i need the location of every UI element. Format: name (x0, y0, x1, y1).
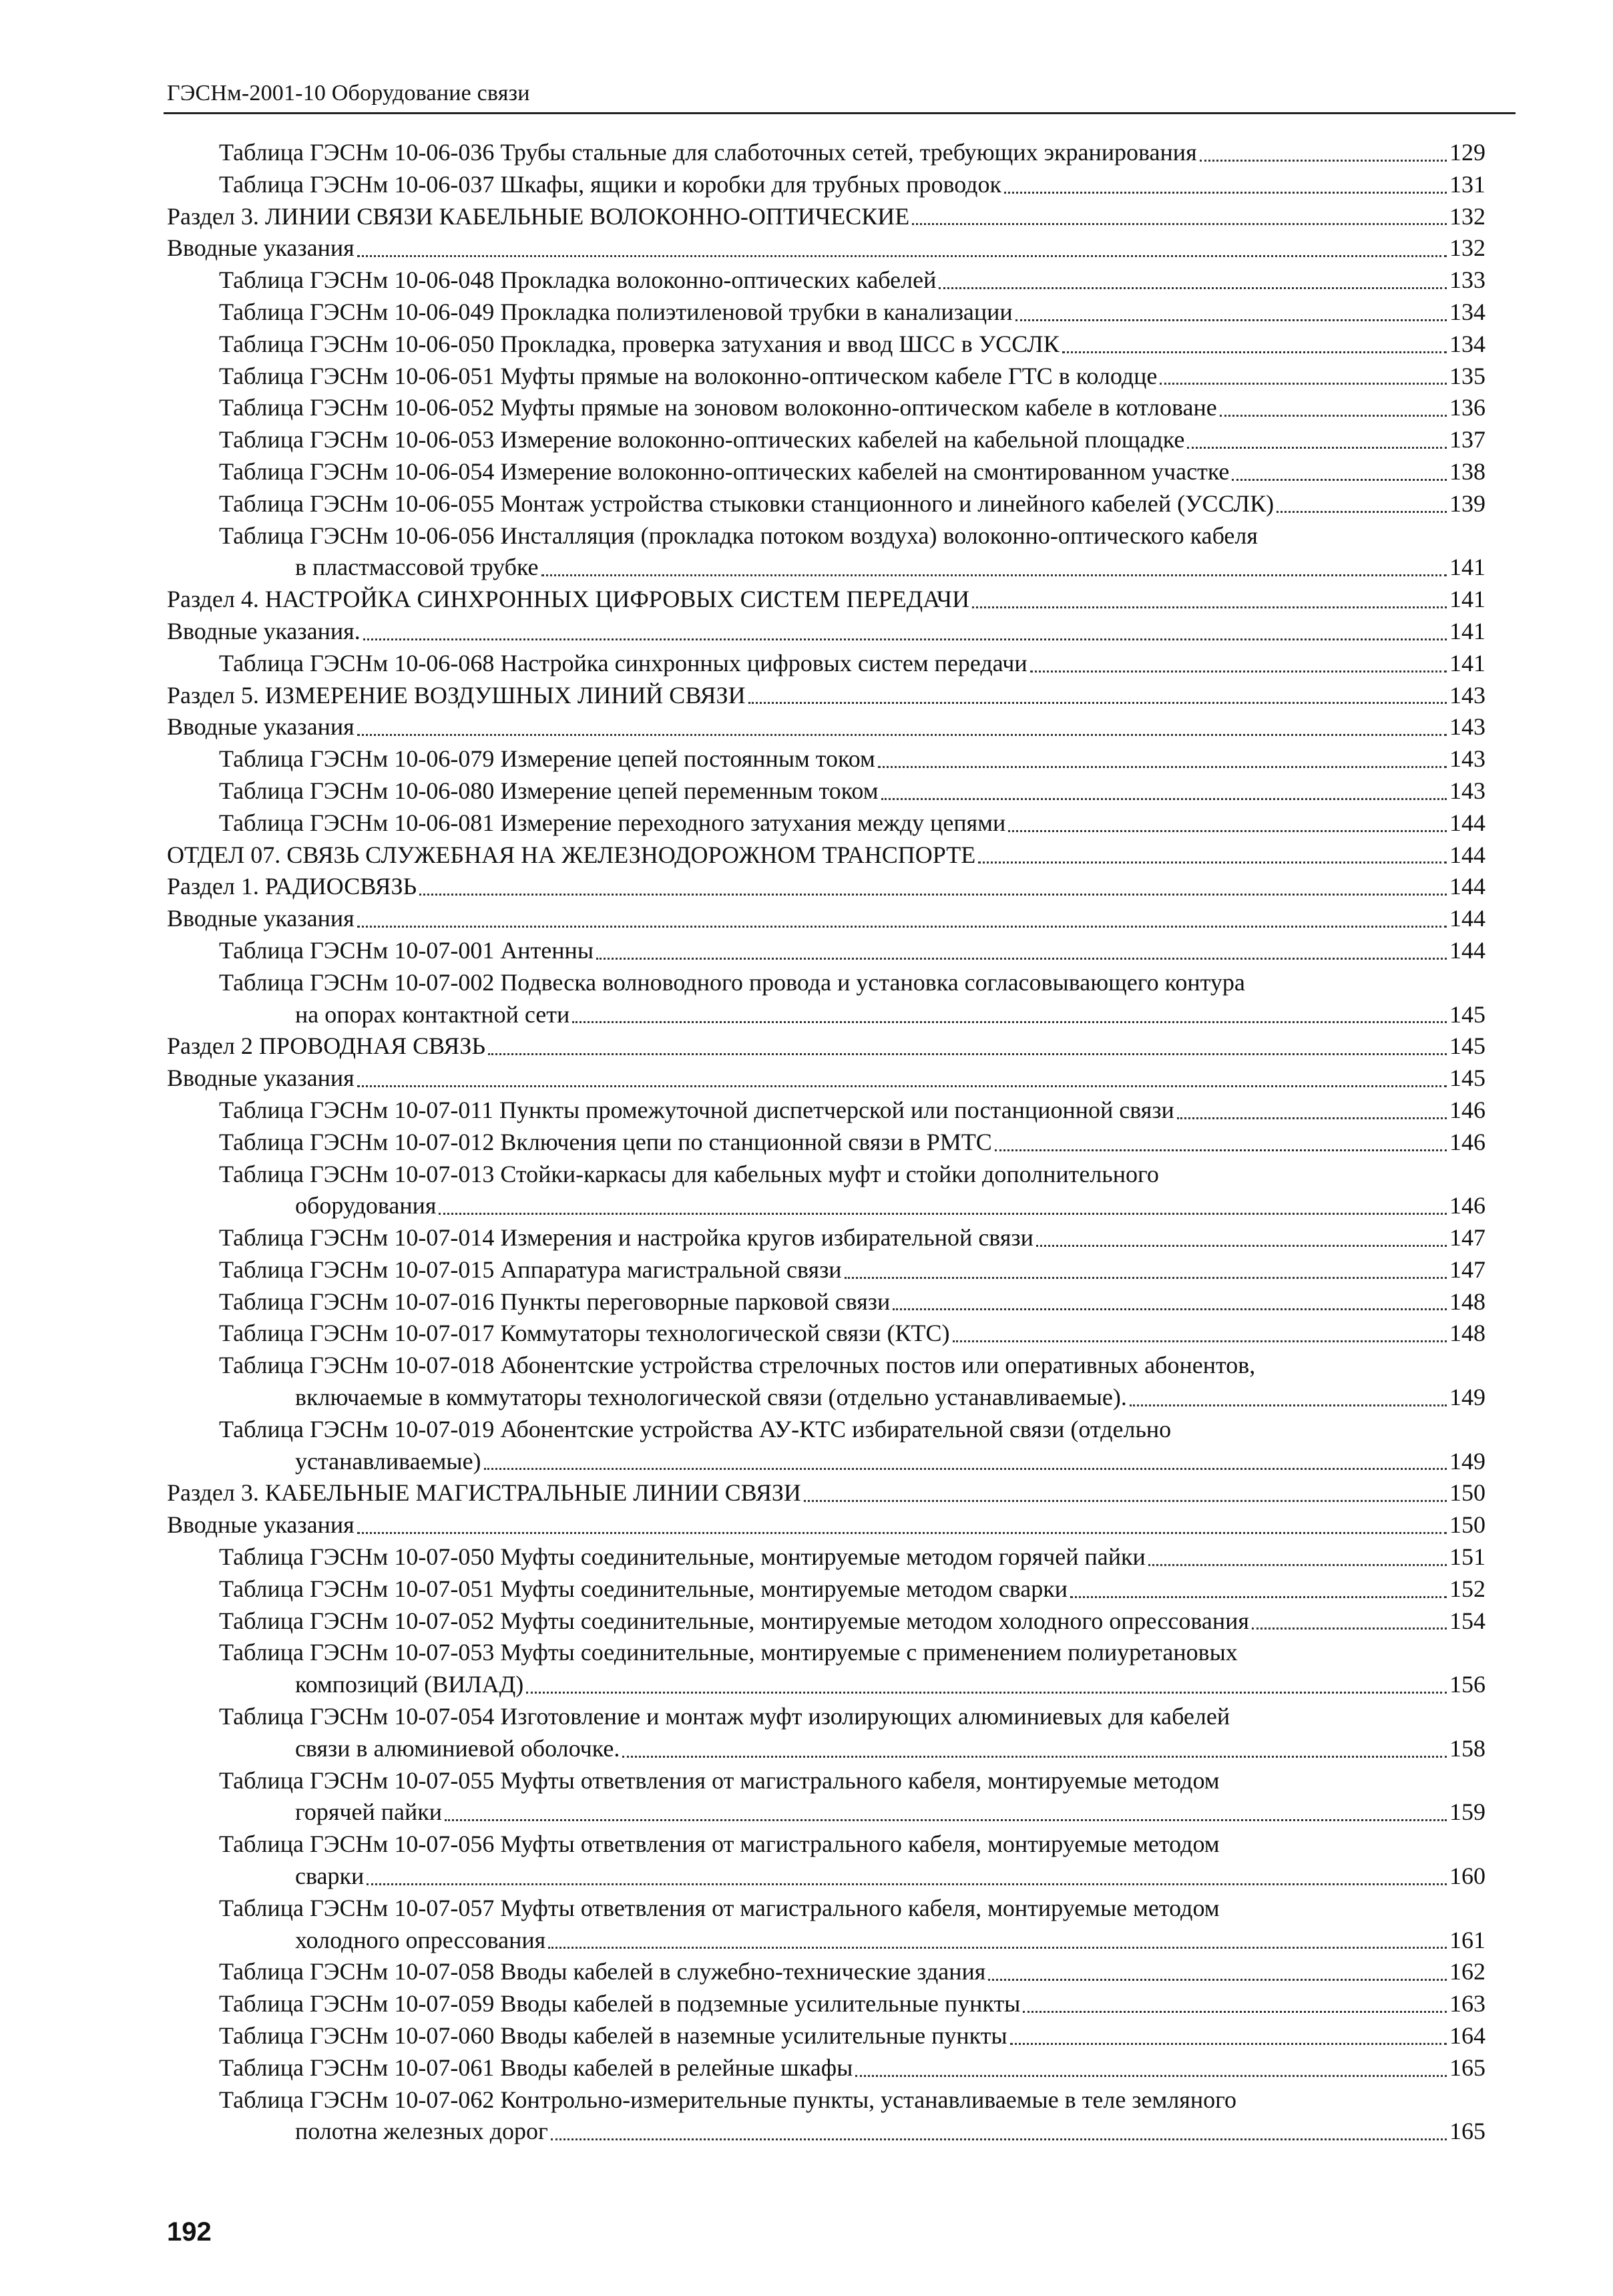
toc-entry-page: 144 (1449, 905, 1485, 932)
toc-entry-label: Раздел 3. КАБЕЛЬНЫЕ МАГИСТРАЛЬНЫЕ ЛИНИИ СВЯЗИ (167, 1479, 801, 1507)
toc-entry-label: Раздел 3. ЛИНИИ СВЯЗИ КАБЕЛЬНЫЕ ВОЛОКОННО-ОПТИЧЕСКИЕ (167, 202, 910, 230)
dot-leader (1015, 319, 1447, 321)
toc-entry-page: 144 (1449, 841, 1485, 868)
toc-entry-label: Таблица ГЭСНм 10-06-079 Измерение цепей постоянным током (219, 745, 875, 773)
toc-entry-page: 156 (1449, 1671, 1485, 1698)
toc-entry (167, 1988, 1485, 2020)
toc-entry-page: 151 (1449, 1543, 1485, 1571)
dot-leader (357, 1085, 1447, 1087)
toc-entry-page: 141 (1449, 554, 1485, 581)
dot-leader (357, 926, 1447, 928)
toc-entry (167, 2052, 1485, 2084)
toc-entry-page: 161 (1449, 1926, 1485, 1953)
toc-entry-page: 163 (1449, 1990, 1485, 2018)
toc-entry-page: 137 (1449, 426, 1485, 453)
toc-entry (167, 361, 1485, 393)
toc-entry-page: 162 (1449, 1958, 1485, 1985)
toc-entry-page: 146 (1449, 1096, 1485, 1123)
toc-entry (167, 552, 1485, 584)
toc-entry-label: Таблица ГЭСНм 10-06-036 Трубы стальные для слаботочных сетей, требующих экранирования (219, 139, 1197, 166)
toc-entry-label: Таблица ГЭСНм 10-06-052 Муфты прямые на зоновом волоконно-оптическом кабеле в котловане (219, 394, 1217, 421)
dot-leader (1148, 1564, 1447, 1566)
toc-entry-page: 150 (1449, 1511, 1485, 1539)
dot-leader (367, 1883, 1447, 1885)
toc-entry (167, 775, 1485, 807)
toc-entry-label: Раздел 5. ИЗМЕРЕНИЕ ВОЗДУШНЫХ ЛИНИЙ СВЯЗИ (167, 681, 746, 709)
toc-entry-page: 141 (1449, 586, 1485, 613)
toc-entry-page: 134 (1449, 330, 1485, 357)
toc-entry-label: Вводные указания (167, 1065, 355, 1092)
dot-leader (748, 702, 1447, 704)
toc-entry (167, 424, 1485, 456)
toc-entry-page: 143 (1449, 713, 1485, 741)
toc-entry (167, 1190, 1485, 1222)
toc-entry-label: Таблица ГЭСНм 10-06-068 Настройка синхронных цифровых систем передачи (219, 649, 1027, 677)
toc-entry-label: Таблица ГЭСНм 10-07-011 Пункты промежуточной диспетчерской или постанционной связи (219, 1096, 1174, 1123)
dot-leader (939, 287, 1447, 289)
toc-entry-page: 149 (1449, 1447, 1485, 1475)
toc-entry-label: Вводные указания (167, 713, 355, 741)
toc-entry-label: на опорах контактной сети (295, 1000, 570, 1028)
toc-entry (167, 2084, 1485, 2116)
toc-entry (167, 616, 1485, 648)
toc-entry-label: Раздел 2 ПРОВОДНАЯ СВЯЗЬ (167, 1032, 486, 1060)
dot-leader (855, 2075, 1447, 2077)
toc-entry (167, 1861, 1485, 1893)
toc-entry-label: Таблица ГЭСНм 10-07-059 Вводы кабелей в подземные усилительные пункты (219, 1990, 1021, 2018)
toc-entry-label: горячей пайки (295, 1798, 443, 1826)
toc-entry (167, 839, 1485, 872)
toc-entry-label: Таблица ГЭСНм 10-07-014 Измерения и настройка кругов избирательной связи (219, 1224, 1033, 1252)
toc-entry-label: Таблица ГЭСНм 10-07-052 Муфты соединительные, монтируемые методом холодного опрессования (219, 1607, 1249, 1634)
toc-entry (167, 1286, 1485, 1318)
toc-entry (167, 1063, 1485, 1095)
dot-leader (1232, 479, 1447, 481)
toc-entry (167, 232, 1485, 264)
toc-entry-label: Таблица ГЭСНм 10-07-050 Муфты соединительные, монтируемые методом горячей пайки (219, 1543, 1146, 1571)
dot-leader (622, 1756, 1447, 1758)
toc-entry (167, 1222, 1485, 1254)
dot-leader (953, 1340, 1447, 1342)
toc-entry-label: устанавливаемые) (295, 1447, 481, 1475)
dot-leader (988, 1979, 1447, 1981)
toc-entry-page: 141 (1449, 649, 1485, 677)
toc-entry (167, 1925, 1485, 1957)
toc-entry (167, 1765, 1485, 1797)
toc-entry-label: Таблица ГЭСНм 10-06-049 Прокладка полиэтиленовой трубки в канализации (219, 298, 1013, 325)
toc-entry-page: 152 (1449, 1575, 1485, 1602)
toc-entry (167, 807, 1485, 839)
toc-entry-label: Таблица ГЭСНм 10-07-060 Вводы кабелей в наземные усилительные пункты (219, 2022, 1007, 2050)
toc-entry (167, 999, 1485, 1031)
toc-entry-label: Таблица ГЭСНм 10-07-056 Муфты ответвления от магистрального кабеля, монтируемые методом (219, 1831, 1220, 1858)
toc-entry-page: 133 (1449, 266, 1485, 294)
toc-entry-page: 146 (1449, 1128, 1485, 1155)
toc-entry-label: Таблица ГЭСНм 10-07-053 Муфты соединительные, монтируемые с применением полиуретановых (219, 1639, 1238, 1666)
dot-leader (572, 1021, 1447, 1023)
dot-leader (596, 958, 1447, 960)
toc-entry-label: Раздел 1. РАДИОСВЯЗЬ (167, 873, 417, 900)
toc-entry-label: Таблица ГЭСНм 10-07-001 Антенны (219, 936, 594, 964)
toc-entry (167, 201, 1485, 233)
toc-entry (167, 392, 1485, 424)
toc-entry (167, 1573, 1485, 1605)
toc-entry (167, 297, 1485, 329)
dot-leader (881, 798, 1447, 800)
toc-entry-page: 136 (1449, 394, 1485, 421)
toc-entry-label: Таблица ГЭСНм 10-06-055 Монтаж устройства стыковки станционного и линейного кабелей (УССЛК) (219, 490, 1275, 517)
toc-entry-page: 154 (1449, 1607, 1485, 1634)
toc-entry-label: Таблица ГЭСНм 10-06-081 Измерение переходного затухания между цепями (219, 809, 1006, 836)
dot-leader (357, 1532, 1447, 1534)
toc-entry-page: 129 (1449, 139, 1485, 166)
dot-leader (1220, 415, 1447, 417)
dot-leader (995, 1149, 1447, 1151)
toc-entry (167, 1254, 1485, 1286)
toc-entry-page: 149 (1449, 1384, 1485, 1411)
toc-entry-page: 138 (1449, 457, 1485, 485)
toc-entry (167, 1956, 1485, 1988)
toc-entry-label: ОТДЕЛ 07. СВЯЗЬ СЛУЖЕБНАЯ НА ЖЕЛЕЗНОДОРОЖНОМ ТРАНСПОРТЕ (167, 841, 976, 868)
toc-entry (167, 1414, 1485, 1446)
dot-leader (845, 1277, 1447, 1279)
toc-entry-label: Таблица ГЭСНм 10-07-012 Включения цепи по станционной связи в РМТС (219, 1128, 992, 1155)
running-header: ГЭСНм-2001-10 Оборудование связи (167, 81, 530, 106)
toc-entry (167, 903, 1485, 935)
toc-entry (167, 1030, 1485, 1063)
dot-leader (526, 1692, 1447, 1694)
toc-entry-label: композиций (ВИЛАД) (295, 1671, 524, 1698)
toc-entry (167, 2020, 1485, 2052)
toc-entry-page: 146 (1449, 1192, 1485, 1219)
dot-leader (1277, 511, 1447, 513)
toc-entry-label: Таблица ГЭСНм 10-07-061 Вводы кабелей в релейные шкафы (219, 2054, 853, 2081)
toc-entry-label: Таблица ГЭСНм 10-07-017 Коммутаторы технологической связи (КТС) (219, 1320, 950, 1347)
toc-entry-page: 144 (1449, 873, 1485, 900)
dot-leader (978, 862, 1447, 864)
dot-leader (484, 1468, 1447, 1470)
toc-entry (167, 1477, 1485, 1509)
toc-entry (167, 329, 1485, 361)
table-of-contents (167, 137, 1485, 2148)
toc-entry-label: Таблица ГЭСНм 10-06-056 Инсталляция (прокладка потоком воздуха) волоконно-оптического кабеля (219, 522, 1258, 549)
dot-leader (419, 894, 1447, 896)
dot-leader (912, 223, 1447, 225)
dot-leader (488, 1053, 1447, 1055)
toc-entry-page: 135 (1449, 362, 1485, 389)
toc-entry-label: Таблица ГЭСНм 10-06-037 Шкафы, ящики и коробки для трубных проводок (219, 170, 1001, 198)
toc-entry-page: 147 (1449, 1224, 1485, 1252)
dot-leader (357, 734, 1447, 736)
dot-leader (1160, 383, 1447, 385)
toc-entry (167, 1637, 1485, 1669)
toc-entry-label: холодного опрессования (295, 1926, 546, 1953)
toc-entry-page: 148 (1449, 1320, 1485, 1347)
toc-entry-page: 131 (1449, 170, 1485, 198)
toc-entry-page: 143 (1449, 777, 1485, 804)
toc-entry (167, 1127, 1485, 1159)
toc-entry-page: 132 (1449, 234, 1485, 262)
dot-leader (1010, 2043, 1447, 2045)
toc-entry-label: Таблица ГЭСНм 10-07-013 Стойки-каркасы для кабельных муфт и стойки дополнительного (219, 1160, 1159, 1187)
toc-entry-label: Таблица ГЭСНм 10-06-051 Муфты прямые на волоконно-оптическом кабеле ГТС в колодце (219, 362, 1158, 389)
toc-entry-page: 147 (1449, 1256, 1485, 1283)
toc-entry-page: 148 (1449, 1288, 1485, 1315)
toc-entry (167, 1541, 1485, 1573)
toc-entry-label: сварки (295, 1863, 365, 1890)
toc-entry-label: Таблица ГЭСНм 10-06-048 Прокладка волоконно-оптических кабелей (219, 266, 937, 294)
toc-entry-label: Таблица ГЭСНм 10-06-053 Измерение волоконно-оптических кабелей на кабельной площадке (219, 426, 1185, 453)
toc-entry (167, 648, 1485, 680)
toc-entry-label: Таблица ГЭСНм 10-07-019 Абонентские устройства АУ-КТС избирательной связи (отдельно (219, 1415, 1172, 1443)
dot-leader (893, 1308, 1447, 1310)
toc-entry-label: Раздел 4. НАСТРОЙКА СИНХРОННЫХ ЦИФРОВЫХ СИСТЕМ ПЕРЕДАЧИ (167, 586, 970, 613)
toc-entry (167, 488, 1485, 520)
toc-entry (167, 1382, 1485, 1414)
toc-entry-label: Таблица ГЭСНм 10-06-080 Измерение цепей переменным током (219, 777, 879, 804)
toc-entry (167, 1446, 1485, 1478)
toc-entry (167, 935, 1485, 967)
dot-leader (1130, 1404, 1447, 1406)
toc-entry-label: Вводные указания (167, 234, 355, 262)
toc-entry-label: Таблица ГЭСНм 10-07-002 Подвеска волноводного провода и установка согласовывающего контура (219, 968, 1245, 996)
toc-entry (167, 711, 1485, 743)
toc-entry-page: 159 (1449, 1798, 1485, 1826)
dot-leader (804, 1500, 1447, 1502)
toc-entry (167, 1159, 1485, 1191)
header-divider (164, 112, 1516, 114)
toc-entry (167, 1796, 1485, 1829)
dot-leader (445, 1819, 1447, 1821)
dot-leader (357, 255, 1447, 257)
dot-leader (548, 1947, 1447, 1949)
dot-leader (1252, 1628, 1447, 1630)
toc-entry-page: 150 (1449, 1479, 1485, 1507)
toc-entry-page: 144 (1449, 936, 1485, 964)
toc-entry (167, 456, 1485, 488)
toc-entry (167, 1829, 1485, 1861)
toc-entry (167, 1509, 1485, 1541)
toc-entry-page: 165 (1449, 2054, 1485, 2081)
toc-entry-label: Таблица ГЭСНм 10-07-057 Муфты ответвления от магистрального кабеля, монтируемые методом (219, 1894, 1220, 1921)
dot-leader (1008, 830, 1447, 832)
toc-entry (167, 264, 1485, 297)
dot-leader (972, 606, 1447, 608)
toc-entry-page: 144 (1449, 809, 1485, 836)
toc-entry (167, 1893, 1485, 1925)
toc-entry-label: Таблица ГЭСНм 10-07-055 Муфты ответвления от магистрального кабеля, монтируемые методом (219, 1766, 1220, 1794)
toc-entry (167, 967, 1485, 999)
toc-entry-label: Таблица ГЭСНм 10-06-050 Прокладка, проверка затухания и ввод ШСС в УССЛК (219, 330, 1060, 357)
toc-entry-page: 134 (1449, 298, 1485, 325)
toc-entry (167, 871, 1485, 903)
dot-leader (1036, 1245, 1447, 1247)
dot-leader (439, 1213, 1447, 1215)
dot-leader (1023, 2011, 1447, 2013)
toc-entry-page: 139 (1449, 490, 1485, 517)
dot-leader (1062, 351, 1447, 353)
dot-leader (1030, 671, 1447, 673)
toc-entry-page: 164 (1449, 2022, 1485, 2050)
toc-entry (167, 520, 1485, 552)
toc-entry (167, 1701, 1485, 1733)
toc-entry-page: 145 (1449, 1065, 1485, 1092)
toc-entry-page: 143 (1449, 681, 1485, 709)
toc-entry-label: оборудования (295, 1192, 437, 1219)
toc-entry-page: 145 (1449, 1000, 1485, 1028)
dot-leader (1177, 1117, 1447, 1119)
toc-entry-page: 165 (1449, 2118, 1485, 2145)
toc-entry (167, 680, 1485, 712)
toc-entry-label: Таблица ГЭСНм 10-07-018 Абонентские устройства стрелочных постов или оперативных абонентов, (219, 1352, 1256, 1379)
toc-entry-label: включаемые в коммутаторы технологической связи (отдельно устанавливаемые). (295, 1384, 1127, 1411)
dot-leader (1004, 192, 1447, 194)
toc-entry-label: Таблица ГЭСНм 10-07-058 Вводы кабелей в служебно-технические здания (219, 1958, 986, 1985)
toc-entry-page: 141 (1449, 617, 1485, 644)
toc-entry-label: Таблица ГЭСНм 10-07-051 Муфты соединительные, монтируемые методом сварки (219, 1575, 1068, 1602)
dot-leader (1200, 160, 1447, 162)
toc-entry-label: Таблица ГЭСНм 10-06-054 Измерение волоконно-оптических кабелей на смонтированном участке (219, 457, 1230, 485)
page-number: 192 (167, 2217, 212, 2247)
toc-entry-label: Вводные указания (167, 1511, 355, 1539)
toc-entry-page: 132 (1449, 202, 1485, 230)
toc-entry (167, 1669, 1485, 1701)
toc-entry-label: Вводные указания. (167, 617, 361, 644)
toc-entry-page: 143 (1449, 745, 1485, 773)
toc-entry-label: в пластмассовой трубке (295, 554, 539, 581)
toc-entry (167, 1095, 1485, 1127)
dot-leader (551, 2138, 1447, 2140)
toc-entry (167, 1733, 1485, 1765)
toc-entry-label: Вводные указания (167, 905, 355, 932)
toc-entry-label: связи в алюминиевой оболочке. (295, 1734, 620, 1762)
toc-entry (167, 137, 1485, 169)
toc-entry (167, 1605, 1485, 1638)
toc-entry (167, 2116, 1485, 2148)
dot-leader (878, 766, 1447, 768)
dot-leader (541, 574, 1447, 576)
toc-entry (167, 584, 1485, 616)
toc-entry (167, 743, 1485, 775)
toc-entry-page: 145 (1449, 1032, 1485, 1060)
toc-entry (167, 1350, 1485, 1382)
toc-entry-label: Таблица ГЭСНм 10-07-016 Пункты переговорные парковой связи (219, 1288, 891, 1315)
toc-entry-page: 158 (1449, 1734, 1485, 1762)
toc-entry (167, 169, 1485, 201)
dot-leader (1187, 447, 1447, 449)
dot-leader (363, 638, 1447, 640)
toc-entry-label: Таблица ГЭСНм 10-07-062 Контрольно-измерительные пункты, устанавливаемые в теле земляного (219, 2086, 1236, 2113)
toc-entry-label: Таблица ГЭСНм 10-07-054 Изготовление и монтаж муфт изолирующих алюминиевых для кабелей (219, 1703, 1230, 1730)
toc-entry (167, 1318, 1485, 1350)
toc-entry-page: 160 (1449, 1863, 1485, 1890)
toc-entry-label: полотна железных дорог (295, 2118, 548, 2145)
dot-leader (1070, 1596, 1447, 1598)
toc-entry-label: Таблица ГЭСНм 10-07-015 Аппаратура магистральной связи (219, 1256, 842, 1283)
